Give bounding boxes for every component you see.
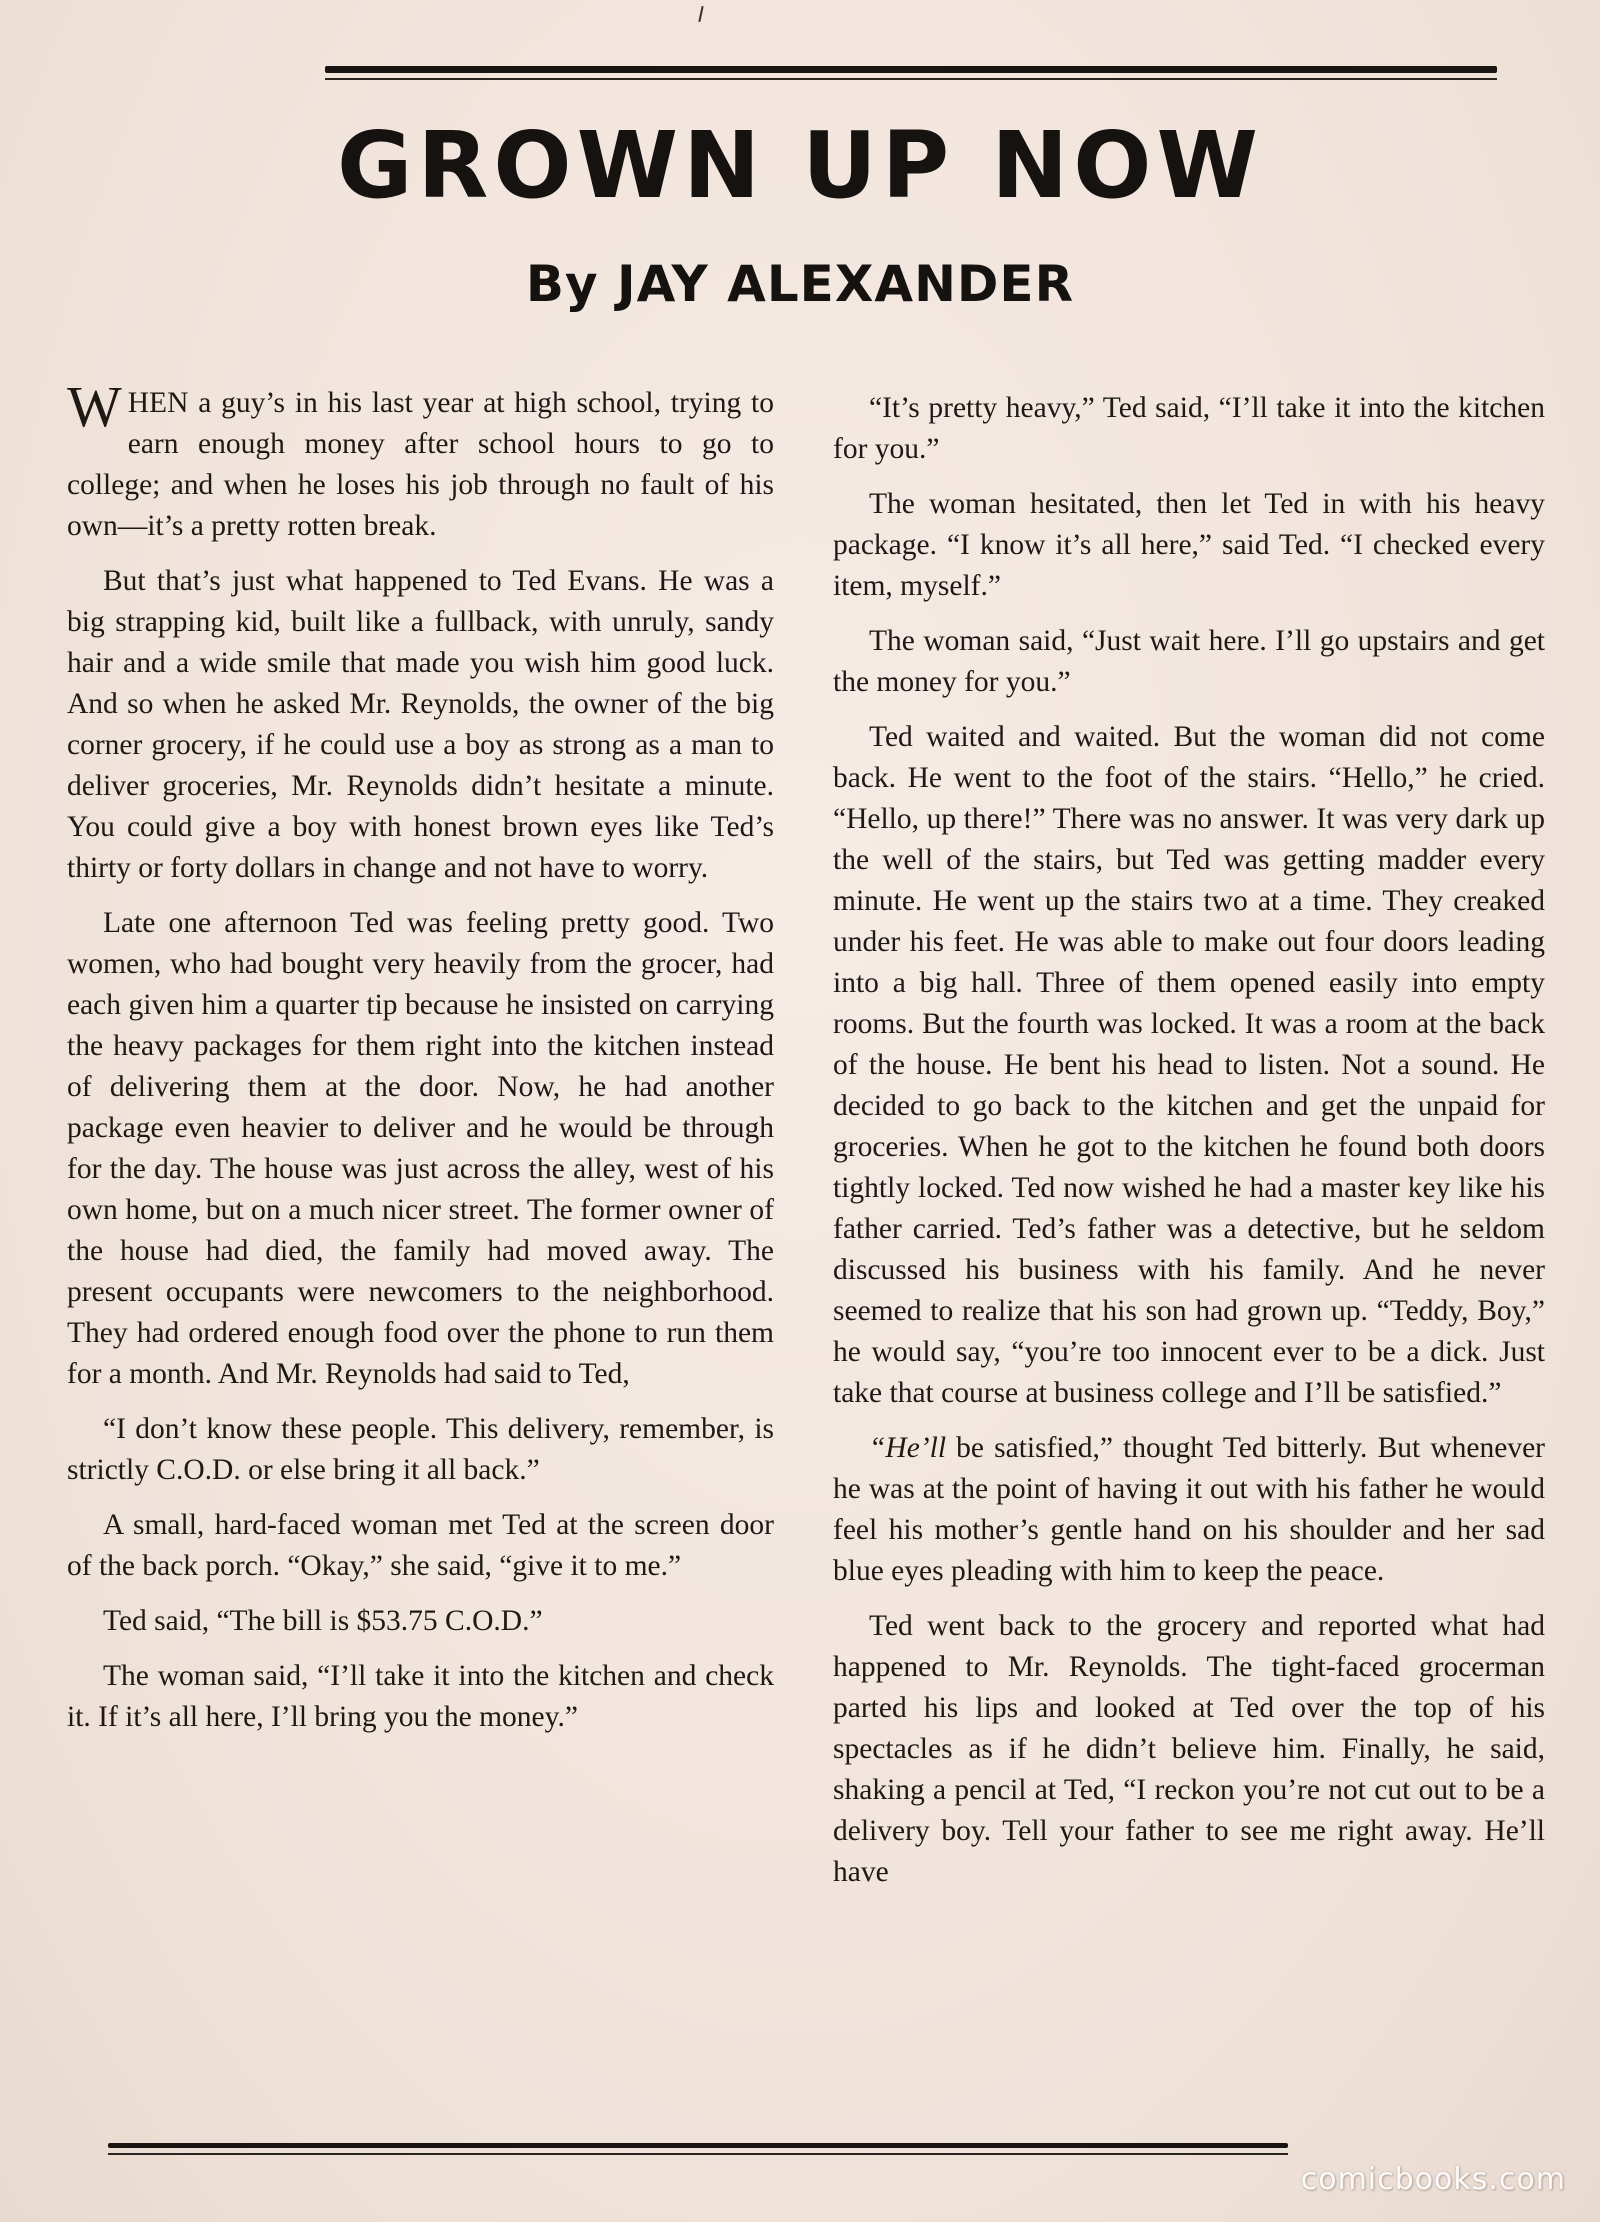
site-watermark: comicbooks.com [1300,2162,1566,2197]
top-rule-thin [325,78,1497,80]
left-column [67,374,774,1752]
paragraph: “I don’t know these people. This delivery, remember, is strictly C.O.D. or else bring it all back.” [67,1413,774,1486]
paragraph: Ted waited and waited. But the woman did not come back. He went to the foot of the stairs. “Hello,” he cried. “Hello, up there!” There was no answer. It was very dark up the well of the stairs, but Ted was getting madder every minute. He went up the stairs two at a time. They creaked under his feet. He was able to make out four doors leading into a big hall. Three of them opened easily into empty rooms. But the fourth was locked. It was a room at the back of the house. He bent his head to listen. Not a sound. He decided to go back to the kitchen and get the unpaid for groceries. When he got to the kitchen he found both doors tightly locked. Ted now wished he had a master key like his father carried. Ted’s father was a detective, but he seldom discussed his business with his family. And he never seemed to realize that his son had grown up. “Teddy, Boy,” he would say, “you’re too innocent ever to be a dick. Just take that course at business college and I’ll be satisfied.” [833,721,1545,1409]
paragraph: The woman hesitated, then let Ted in with his heavy package. “I know it’s all here,” said Ted. “I checked every item, myself.” [833,488,1545,602]
paragraph: “He’ll be satisfied,” thought Ted bitterly. But whenever he was at the point of having it out with his father he would feel his mother’s gentle hand on his shoulder and her sad blue eyes pleading with him to keep the peace. [833,1432,1545,1587]
drop-cap: W [67,374,122,439]
paragraph: Ted said, “The bill is $53.75 C.O.D.” [103,1605,543,1637]
paragraph: Ted went back to the grocery and reported what had happened to Mr. Reynolds. The tight-faced grocerman parted his lips and looked at Ted over the top of his spectacles as if he didn’t believe him. Finally, he said, shaking a pencil at Ted, “I reckon you’re not cut out to be a delivery boy. Tell your father to see me right away. He’ll have [833,1610,1545,1888]
paragraph: Late one afternoon Ted was feeling pretty good. Two women, who had bought very heavily from the grocer, had each given him a quarter tip because he insisted on carrying the heavy packages for them right into the kitchen instead of delivering them at the door. Now, he had another package even heavier to deliver and he would be through for the day. The house was just across the alley, west of his own home, but on a much nicer street. The former owner of the house had died, the family had moved away. The present occupants were newcomers to the neighborhood. They had ordered enough food over the phone to run them for a month. And Mr. Reynolds had said to Ted, [67,907,774,1390]
story-title: GROWN UP NOW [337,112,1263,219]
paragraph: WHEN a guy’s in his last year at high school, trying to earn enough money after school hours to go to college; and when he loses his job through no fault of his own—it’s a pretty rotten break. [67,374,774,542]
story-byline: By JAY ALEXANDER [525,255,1075,313]
italic-lead: “He’ll [869,1432,947,1464]
bottom-rule [108,2143,1288,2148]
top-rule [325,66,1497,73]
paragraph: The woman said, “Just wait here. I’ll go upstairs and get the money for you.” [833,625,1545,698]
paragraph: “It’s pretty heavy,” Ted said, “I’ll take it into the kitchen for you.” [833,392,1545,465]
right-column [833,388,1545,1907]
paragraph: The woman said, “I’ll take it into the kitchen and check it. If it’s all here, I’ll bring you the money.” [67,1660,774,1733]
bottom-rule-thin [108,2153,1288,2155]
paragraph: A small, hard-faced woman met Ted at the screen door of the back porch. “Okay,” she said, “give it to me.” [67,1509,774,1582]
paragraph: But that’s just what happened to Ted Evans. He was a big strapping kid, built like a fullback, with unruly, sandy hair and a wide smile that made you wish him good luck. And so when he asked Mr. Reynolds, the owner of the big corner grocery, if he could use a boy as strong as a man to deliver groceries, Mr. Reynolds didn’t hesitate a minute. You could give a boy with honest brown eyes like Ted’s thirty or forty dollars in change and not have to worry. [67,565,774,884]
